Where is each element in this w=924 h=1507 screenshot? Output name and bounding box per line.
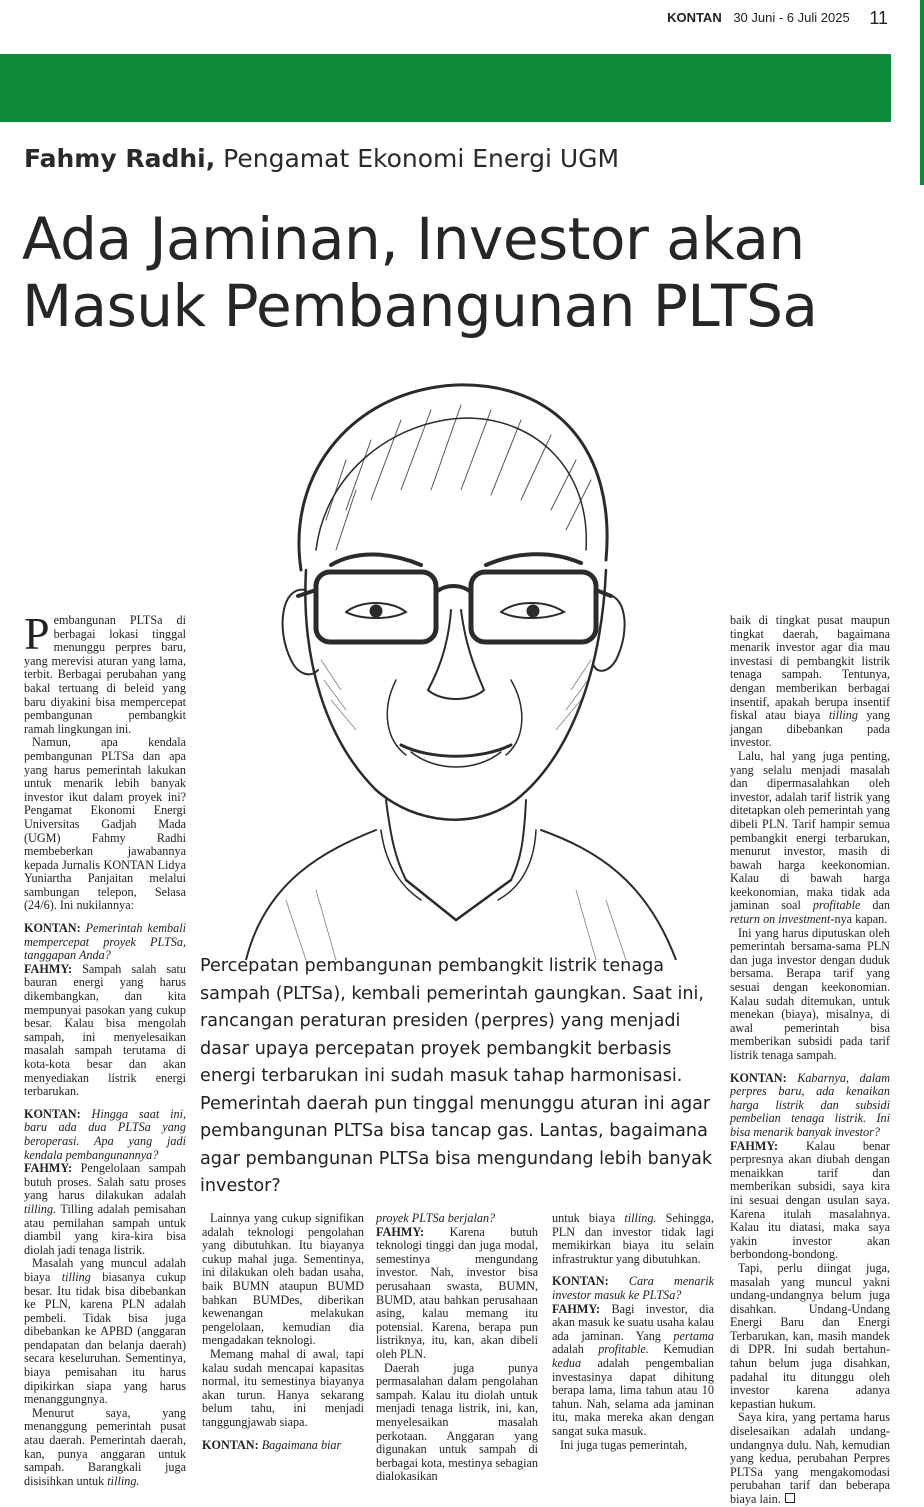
answer-5-paragraph-3: Saya kira, yang pertama harus diselesaikan adalah undang-undangnya dulu. Nah, kemudian yang kedua, perubahan Perpres PLTSa yang mengakomodasi perubahan tarif dan beberapa biaya lain. — [730, 1410, 890, 1506]
col2-paragraph-1: Lainnya yang cukup signifikan adalah teknologi pengolahan yang dibutuhkan. Itu biayanya cukup mahal juga. Sementinya, ini dilakukan oleh badan usaha, baik BUMN ataupun BUMD bahkan BUMDes, diberikan kewenangan melakukan pengelolaan, kemudian dia mengadakan teknologi. — [202, 1211, 364, 1348]
question-5: KONTAN: Kabarnya, dalam perpres baru, ada kenaikan harga listrik dan subsidi pembelian tenaga listrik. Ini bisa menarik banyak investor? — [730, 1070, 891, 1139]
byline-name: Fahmy Radhi, — [24, 144, 216, 173]
answer-4-paragraph-1: FAHMY: Bagi investor, dia akan masuk ke suatu usaha kalau ada jaminan. Yang pertama adalah profitable. Kemudian kedua adalah pengembalian investasinya dapat dihitung berapa lama, lima tahun atau 10 tahun. Nah, selama ada jaminan itu, maka mereka akan dengan sangat suka masuk. — [552, 1301, 715, 1438]
issue-date: 30 Juni - 6 Juli 2025 — [733, 10, 850, 25]
article-column-2 — [202, 1212, 364, 1452]
drop-cap: P — [24, 608, 50, 659]
page-header — [667, 8, 888, 29]
page-number: 11 — [869, 8, 888, 28]
answer-1: FAHMY: Sampah salah satu bauran energi yang harus dikembangkan, dan kita mempunyai pasokan yang cukup besar. Kalau bisa mengolah sampah, ini menyelesaikan masalah sampah terutama di kota-kota besar dan akan menyediakan listrik energi terbarukan. — [24, 961, 186, 1099]
answer-3-paragraph-2: Daerah juga punya permasalahan dalam pengolahan sampah. Kalau itu diolah untuk menjadi tenaga listrik, ini, kan, menyelesaikan masalah perkotaan. Anggaran yang digunakan untuk sampah di berbagai kota, mestinya sebagian dialokasikan — [376, 1360, 538, 1484]
answer-5-paragraph-2: Tapi, perlu diingat juga, masalah yang muncul yakni undang-undangnya belum juga disahkan. Undang-Undang Energi Baru dan Energi Terbarukan, kan, masih mandek di DPR. Ini sudah bertahun-tahun belum juga disahkan, padahal itu ditunggu oleh investor karena adanya kepastian hukum. — [730, 1260, 890, 1411]
article-column-3 — [376, 1212, 538, 1484]
lead-paragraph: Percepatan pembangunan pembangkit listrik tenaga sampah (PLTSa), kembali pemerintah gaungkan. Saat ini, rancangan peraturan presiden (perpres) yang menjadi dasar upaya percepatan proyek pembangkit berbasis energi terbarukan ini sudah masuk tahap harmonisasi. Pemerintah daerah pun tinggal menunggu aturan ini agar pembangunan PLTSa bisa tancap gas. Lantas, bagaimana agar pembangunan PLTSa bisa mengundang lebih banyak investor? — [200, 956, 713, 1196]
byline — [24, 144, 619, 173]
col5-paragraph-3: Ini yang harus diputuskan oleh pemerintah bersama-sama PLN dan juga investor dengan duduk bersama. Berapa tarif yang sesuai dengan keekonomian. Kalau sudah ditemukan, untuk menekan (biaya), misalnya, di awal pemerintah bisa memberikan subsidi pada tarif listrik tenaga sampah. — [730, 925, 890, 1062]
answer-4-paragraph-2: Ini juga tugas pemerintah, — [560, 1437, 688, 1452]
col4-paragraph-1: untuk biaya tilling. Sehingga, PLN dan investor tidak lagi memikirkan biaya itu selain infrastruktur yang dibutuhkan. — [552, 1211, 715, 1266]
col2-paragraph-2: Memang mahal di awal, tapi kalau sudah mencapai kapasitas normal, itu semestinya biayanya akan turun. Hanya sekarang belum tahu, ini menjadi tanggungjawab siapa. — [202, 1346, 364, 1429]
answer-5-paragraph-1: FAHMY: Kalau benar perpresnya akan diubah dengan menaikkan tarif dan memberikan subsidi, saya kira ini sesuai dengan usulan saya. Karena itulah masalahnya. Kalau itu diatasi, maka saya yakin investor akan berbondong-bondong. — [730, 1138, 890, 1262]
article-column-5 — [730, 614, 890, 1507]
byline-role: Pengamat Ekonomi Energi UGM — [223, 144, 620, 173]
question-3: KONTAN: Bagaimana biar — [202, 1437, 342, 1452]
question-3-continued: proyek PLTSa berjalan? — [376, 1211, 496, 1225]
answer-2-paragraph-3: Menurut saya, yang menanggung pemerintah pusat atau daerah. Pemerintah daerah, kan, punya anggaran untuk sampah. Barangkali juga disisihkan untuk tilling. — [24, 1405, 186, 1488]
end-square-icon — [785, 1493, 795, 1503]
headline: Ada Jaminan, Investor akan Masuk Pembangunan PLTSa — [22, 205, 818, 340]
article-column-1 — [24, 608, 187, 1488]
col5-paragraph-2: Lalu, hal yang juga penting, yang selalu menjadi masalah dan dipermasalahkan oleh investor, adalah tarif listrik yang ditetapkan oleh pemerintah yang dibeli PLN. Tarif hampir semua pembangkit energi terbarukan, menurut investor, masih di bawah harga keekonomian. Kalau di bawah harga keekonomian, maka tidak ada jaminan soal profitable dan return on investment-nya kapan. — [730, 748, 891, 927]
sketch-portrait-illustration — [206, 360, 686, 960]
edge-accent-line — [920, 0, 924, 185]
question-2: KONTAN: Hingga saat ini, baru ada dua PLTSa yang beroperasi. Apa yang jadi kendala pembangunannya? — [24, 1106, 187, 1162]
question-4: KONTAN: Cara menarik investor masuk ke PLTSa? — [552, 1274, 714, 1302]
publication-name: KONTAN — [667, 10, 722, 25]
intro-paragraph-1: embangunan PLTSa di berbagai lokasi tinggal menunggu perpres baru, yang merevisi aturan yang lama, terbit. Berbagai perubahan yang bakal tertuang di beleid yang baru diyakini bisa mempercepat pembangunan pembangkit ramah lingkungan ini. — [24, 613, 186, 736]
answer-2-paragraph-2: Masalah yang muncul adalah biaya tilling biasanya cukup besar. Itu tidak bisa dibebankan ke PLN, karena PLN adalah pembeli. Tidak bisa juga dibebankan ke APBD (anggaran pendapatan dan belanja daerah) secara keseluruhan. Sementinya, biaya pemisahan itu harus dipikirkan siapa yang harus menanggungnya. — [24, 1256, 186, 1407]
answer-2-paragraph-1: FAHMY: Pengelolaan sampah butuh proses. Salah satu proses yang harus dilakukan adalah tilling. Tilling adalah pemisahan atau pemilahan sampah untuk diambil yang kira-kira bisa diolah jadi tenaga listrik. — [24, 1161, 187, 1257]
question-1: KONTAN: Pemerintah kembali mempercepat proyek PLTSa, tanggapan Anda? — [24, 921, 186, 963]
col5-paragraph-1: baik di tingkat pusat maupun tingkat daerah, bagaimana menarik investor agar dia mau investasi di pembangkit listrik tenaga sampah. Tentunya, dengan memberikan berbagai insentif, apakah berupa insentif fiskal atau biaya tilling yang jangan dibebankan pada investor. — [730, 613, 891, 750]
green-header-band — [0, 54, 891, 122]
intro-paragraph-2: Namun, apa kendala pembangunan PLTSa dan apa yang harus pemerintah lakukan untuk menarik lebih banyak investor ikut dalam proyek ini? Pengamat Ekonomi Energi Universitas Gadjah Mada (UGM) Fahmy Radhi membeberkan jawabannya kepada Jurnalis KONTAN Lidya Yuniartha Panjaitan melalui sambungan telepon, Selasa (24/6). Ini nukilannya: — [24, 735, 186, 913]
article-column-4 — [552, 1212, 714, 1452]
answer-3-paragraph-1: FAHMY: Karena butuh teknologi tinggi dan juga modal, semestinya mengundang investor. Nah, investor bisa perusahaan swasta, BUMN, BUMD, atau bahkan perusahaan asing, kalau memang itu potensial. Karena, berapa pun listriknya, itu, kan, akan dibeli oleh PLN. — [376, 1224, 538, 1361]
